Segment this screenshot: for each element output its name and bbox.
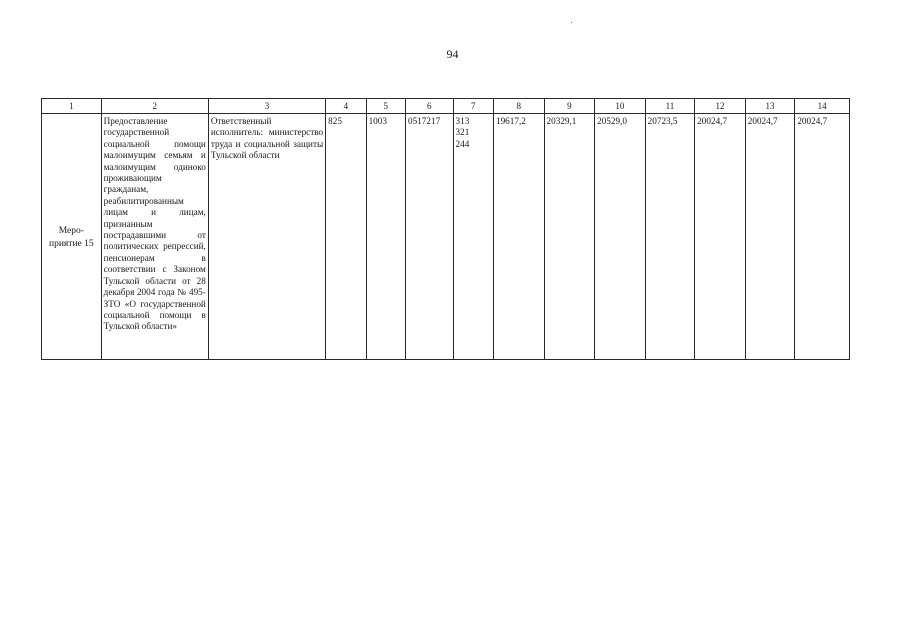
column-header-1: 1 — [42, 99, 102, 114]
column-header-8: 8 — [493, 99, 544, 114]
column-header-3: 3 — [208, 99, 325, 114]
page-number: 94 — [446, 47, 459, 61]
column-header-7: 7 — [453, 99, 493, 114]
column-header-4: 4 — [326, 99, 366, 114]
cell-col-7 — [453, 114, 493, 360]
column-header-12: 12 — [695, 99, 746, 114]
column-header-14: 14 — [795, 99, 850, 114]
column-header-6: 6 — [406, 99, 454, 114]
column-header-5: 5 — [366, 99, 405, 114]
responsible-executor: Ответственный исполнитель: министерство труда и социальной защиты Тульской области — [208, 114, 325, 360]
cell-col-12: 20024,7 — [695, 114, 746, 360]
row-label-line-1: Меро- — [58, 225, 84, 236]
header-row — [42, 99, 850, 114]
column-header-2: 2 — [101, 99, 208, 114]
cell-col-8: 19617,2 — [493, 114, 544, 360]
cell-col-9: 20329,1 — [544, 114, 595, 360]
budget-table — [41, 98, 850, 360]
column-header-10: 10 — [595, 99, 646, 114]
column-header-13: 13 — [745, 99, 795, 114]
row-label-line-2: приятие 15 — [49, 238, 94, 249]
measure-description: Предоставление государственной социальной помощи малоимущим семьям и малоимущим одиноко проживающим гражданам, реабилитированным лицам и лицам, признанным пострадавшими от политических репрессий, пенсионерам в соответствии с Законом Тульской области от 28 декабря 2004 года № 495-ЗТО «О государственной социальной помощи в Тульской области» — [101, 114, 208, 360]
row-label — [42, 114, 102, 360]
cell-col-6: 0517217 — [406, 114, 454, 360]
cell-col-11: 20723,5 — [645, 114, 695, 360]
cell-col-14: 20024,7 — [795, 114, 850, 360]
cell-col-13: 20024,7 — [745, 114, 795, 360]
cell-col-4: 825 — [326, 114, 366, 360]
column-header-9: 9 — [544, 99, 595, 114]
cell-col-10: 20529,0 — [595, 114, 646, 360]
scan-speck — [571, 22, 572, 23]
column-header-11: 11 — [645, 99, 695, 114]
cell-col-7-line-1: 313 — [455, 116, 470, 126]
table-row — [42, 114, 850, 360]
cell-col-5: 1003 — [366, 114, 405, 360]
cell-col-7-line-3: 244 — [455, 138, 470, 149]
cell-col-7-line-2: 321 — [455, 127, 470, 138]
